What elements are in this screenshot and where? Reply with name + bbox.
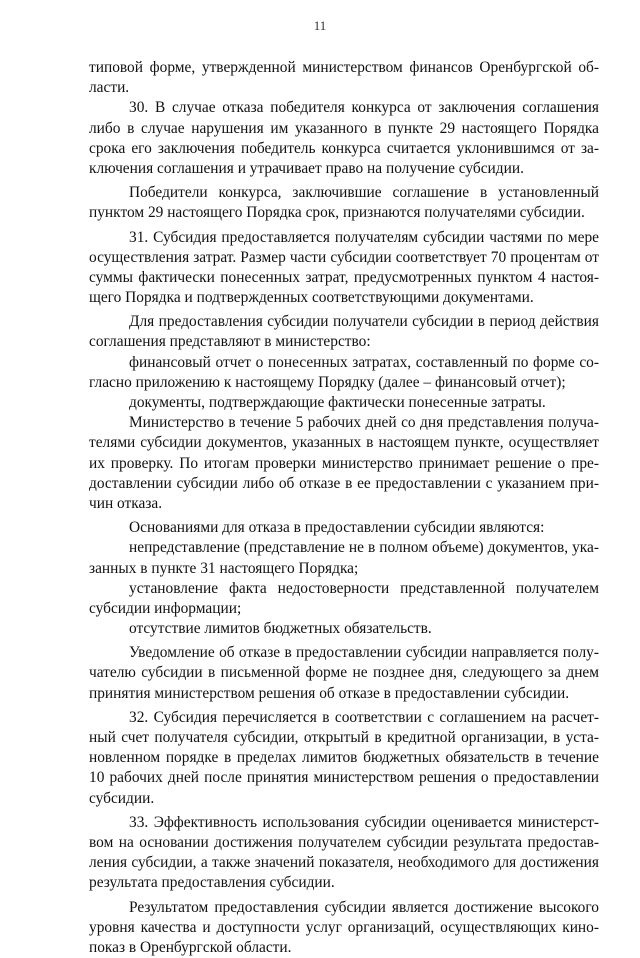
text-line: чателю субсидии в письменной форме не позднее дня, следующего за днем: [89, 664, 599, 682]
text-line: осуществления затрат. Размер части субсидии соответствует 70 процентам от: [89, 248, 599, 266]
document-body: [89, 58, 599, 958]
text-line: Результатом предоставления субсидии является достижение высокого: [129, 898, 599, 916]
text-line: непредставление (представление не в полном объеме) документов, ука-: [129, 539, 599, 557]
text-line: доставлении субсидии либо об отказе в ее предоставлении с указанием при-: [89, 474, 599, 492]
text-line: установление факта недостоверности представленной получателем: [129, 579, 599, 597]
text-line: Уведомление об отказе в предоставлении субсидии направляется полу-: [129, 644, 599, 662]
text-line: новленном порядке в пределах лимитов бюджетных обязательств в течение: [89, 749, 599, 767]
text-line: чин отказа.: [89, 494, 163, 512]
text-line: уровня качества и доступности услуг организаций, осуществляющих кино-: [89, 918, 599, 936]
text-line: финансовый отчет о понесенных затратах, составленный по форме со-: [129, 353, 599, 371]
text-line: телями субсидии документов, указанных в настоящем пункте, осуществляет: [89, 434, 599, 452]
text-line: 31. Субсидия предоставляется получателям субсидии частями по мере: [129, 228, 599, 246]
text-line: щего Порядка и подтвержденных соответствующими документами.: [89, 289, 534, 307]
page-number: 11: [313, 18, 327, 33]
text-line: Победители конкурса, заключившие соглашение в установленный: [129, 184, 599, 202]
text-line: 30. В случае отказа победителя конкурса от заключения соглашения: [129, 99, 599, 117]
text-line: пунктом 29 настоящего Порядка срок, признаются получателями субсидии.: [89, 204, 585, 222]
text-line: отсутствие лимитов бюджетных обязательств.: [129, 620, 432, 638]
text-line: субсидии информации;: [89, 599, 242, 617]
text-line: Министерство в течение 5 рабочих дней со дня представления получа-: [129, 414, 599, 432]
text-line: Для предоставления субсидии получатели субсидии в период действия: [129, 313, 599, 331]
text-line: Основаниями для отказа в предоставлении субсидии являются:: [129, 519, 545, 537]
text-line: их проверку. По итогам проверки министерство принимает решение о пре-: [89, 454, 599, 472]
text-line: 10 рабочих дней после принятия министерством решения о предоставлении: [89, 769, 599, 787]
text-line: либо в случае нарушения им указанного в пункте 29 настоящего Порядка: [89, 119, 599, 137]
text-line: срока его заключения победитель конкурса считается уклонившимся от за-: [89, 139, 599, 157]
text-line: занных в пункте 31 настоящего Порядка;: [89, 559, 359, 577]
text-line: ления субсидии, а также значений показателя, необходимого для достижения: [89, 854, 599, 872]
text-line: 33. Эффективность использования субсидии оценивается министерст-: [129, 813, 599, 831]
text-line: типовой форме, утвержденной министерством финансов Оренбургской об-: [89, 59, 599, 76]
text-line: принятия министерством решения об отказе в предоставлении субсидии.: [89, 684, 570, 702]
text-line: 32. Субсидия перечисляется в соответствии с соглашением на расчет-: [129, 708, 599, 726]
text-line: ключения соглашения и утрачивает право на получение субсидии.: [89, 159, 524, 177]
text-line: вом на основании достижения получателем субсидии результата предостав-: [89, 833, 599, 851]
text-line: результата предоставления субсидии.: [89, 874, 335, 892]
text-line: гласно приложению к настоящему Порядку (далее – финансовый отчет);: [89, 373, 566, 391]
text-line: соглашения представляют в министерство:: [89, 333, 371, 351]
text-line: ный счет получателя субсидии, открытый в кредитной организации, в уста-: [89, 729, 599, 746]
text-line: субсидии.: [89, 789, 155, 807]
text-line: суммы фактически понесенных затрат, предусмотренных пунктом 4 настоя-: [89, 268, 599, 286]
text-line: документы, подтверждающие фактически понесенные затраты.: [129, 394, 546, 411]
text-line: показ в Оренбургской области.: [89, 938, 292, 956]
text-line: ласти.: [89, 79, 130, 97]
